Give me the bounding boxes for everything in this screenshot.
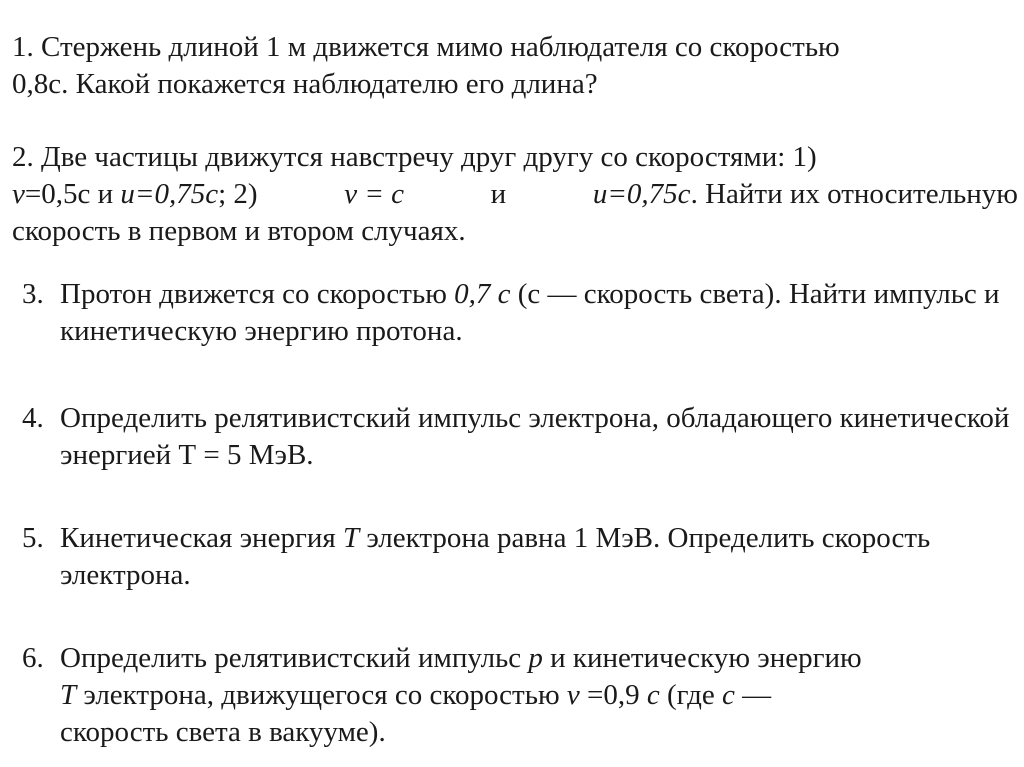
problem-6-text-d: =0,9: [579, 679, 647, 711]
problem-1-text-1: Стержень длиной 1 м движется мимо наблюдателя со скоростью: [33, 31, 840, 63]
problem-4-number: 4.: [22, 402, 44, 434]
problem-6-text-a: Определить релятивистский импульс: [60, 642, 529, 674]
problem-6-line-1: [60, 640, 1022, 677]
problem-5-text-pre: Кинетическая энергия: [60, 522, 343, 554]
problem-2-question: . Найти их относительную: [690, 178, 1018, 210]
problem-1-number: 1.: [12, 31, 34, 63]
problem-1-line-1: [12, 29, 1017, 66]
problem-4: [22, 400, 1012, 474]
velocity-u-value-2: u=0,75c: [592, 178, 691, 210]
light-speed-symbol: c: [646, 679, 660, 711]
problem-2-case-2: [593, 176, 1018, 213]
problem-1-line-2: 0,8с. Какой покажется наблюдателю его длина?: [12, 68, 598, 100]
problem-3-text-post: (с — скорость света). Найти импульс и кинетическую энергию протона.: [60, 278, 1000, 347]
problem-2: [12, 139, 1018, 250]
problem-4-text: Определить релятивистский импульс электрона, обладающего кинетической энергией Т = 5 МэВ.: [60, 402, 1010, 471]
problem-6-text-e: (где: [659, 679, 722, 711]
problem-6-line-2: [60, 677, 1022, 714]
problem-5-text-post: электрона равна 1 МэВ. Определить скорость электрона.: [60, 522, 931, 591]
velocity-v-symbol: v: [12, 178, 25, 210]
problem-5: [22, 520, 1022, 594]
problem-6-text-f: —: [734, 679, 772, 711]
kinetic-energy-symbol: T: [342, 522, 360, 554]
problem-2-line-1: 2. Две частицы движутся навстречу друг другу со скоростями: 1): [12, 141, 817, 173]
problem-5-number: 5.: [22, 522, 44, 554]
proton-speed: 0,7 с: [454, 278, 511, 310]
velocity-v-equals-c: v = c: [344, 178, 405, 210]
problem-6: [22, 640, 1022, 751]
problem-2-case-1: [12, 176, 258, 213]
problem-2-line-2: [12, 176, 1018, 213]
conjunction-and: и: [490, 178, 507, 210]
problem-6-line-3: скорость света в вакууме).: [60, 716, 386, 748]
momentum-symbol: p: [528, 642, 543, 674]
problem-6-text: [60, 640, 1022, 751]
problem-6-text-c: электрона, движущегося со скоростью: [76, 679, 567, 711]
case-separator: ; 2): [218, 178, 258, 210]
velocity-u-value: u=0,75c: [120, 178, 219, 210]
problem-2-line-3: скорость в первом и втором случаях.: [12, 215, 466, 247]
problem-1: [12, 29, 1017, 103]
problem-3-text-pre: Протон движется со скоростью: [60, 278, 455, 310]
problem-5-text: [60, 520, 1022, 594]
kinetic-energy-symbol-2: T: [60, 679, 77, 711]
problem-3-number: 3.: [22, 278, 44, 310]
problem-3-text: [60, 276, 1012, 350]
problem-3: [22, 276, 1012, 350]
problem-6-text-b: и кинетическую энергию: [542, 642, 862, 674]
velocity-v-value: =0,5с и: [24, 178, 121, 210]
problem-6-number: 6.: [22, 642, 44, 674]
light-speed-symbol-2: c: [721, 679, 735, 711]
velocity-symbol: v: [566, 679, 580, 711]
